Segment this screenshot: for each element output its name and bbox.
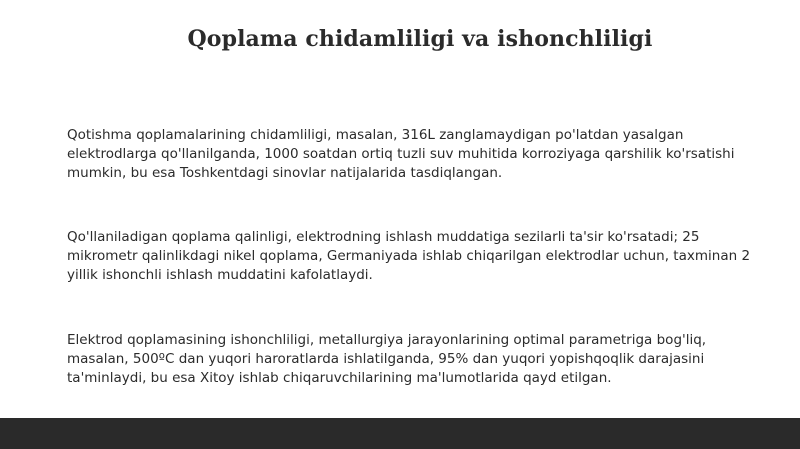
paragraph-corrosion-resistance: Qotishma qoplamalarining chidamliligi, masalan, 316L zanglamaydigan po'latdan yasalgan elektrodlarga qo'llanilganda, 1000 soatdan ortiq tuzli suv muhitida korroziyaga qarshilik ko'rsatishi mumkin, bu esa Toshkentdagi sinovlar natijalarida tasdiqlangan. <box>67 127 735 181</box>
paragraph-coating-reliability: Elektrod qoplamasining ishonchliligi, metallurgiya jarayonlarining optimal parametriga bog'liq, masalan, 500ºC dan yuqori haroratlarda ishlatilganda, 95% dan yuqori yopishqoqlik darajasini ta'minlaydi, bu esa Xitoy ishlab chiqaruvchilarining ma'lumotlarida qayd etilgan. <box>67 332 707 386</box>
bottom-bar <box>0 418 800 449</box>
paragraph-coating-thickness: Qo'llaniladigan qoplama qalinligi, elektrodning ishlash muddatiga sezilarli ta'sir ko'rsatadi; 25 mikrometr qalinlikdagi nikel qoplama, Germaniyada ishlab chiqarilgan elektrodlar uchun, taxminan 2 yillik ishonchli ishlash muddatini kafolatlaydi. <box>67 229 751 283</box>
slide-title: Qoplama chidamliligi va ishonchliligi <box>187 26 653 52</box>
